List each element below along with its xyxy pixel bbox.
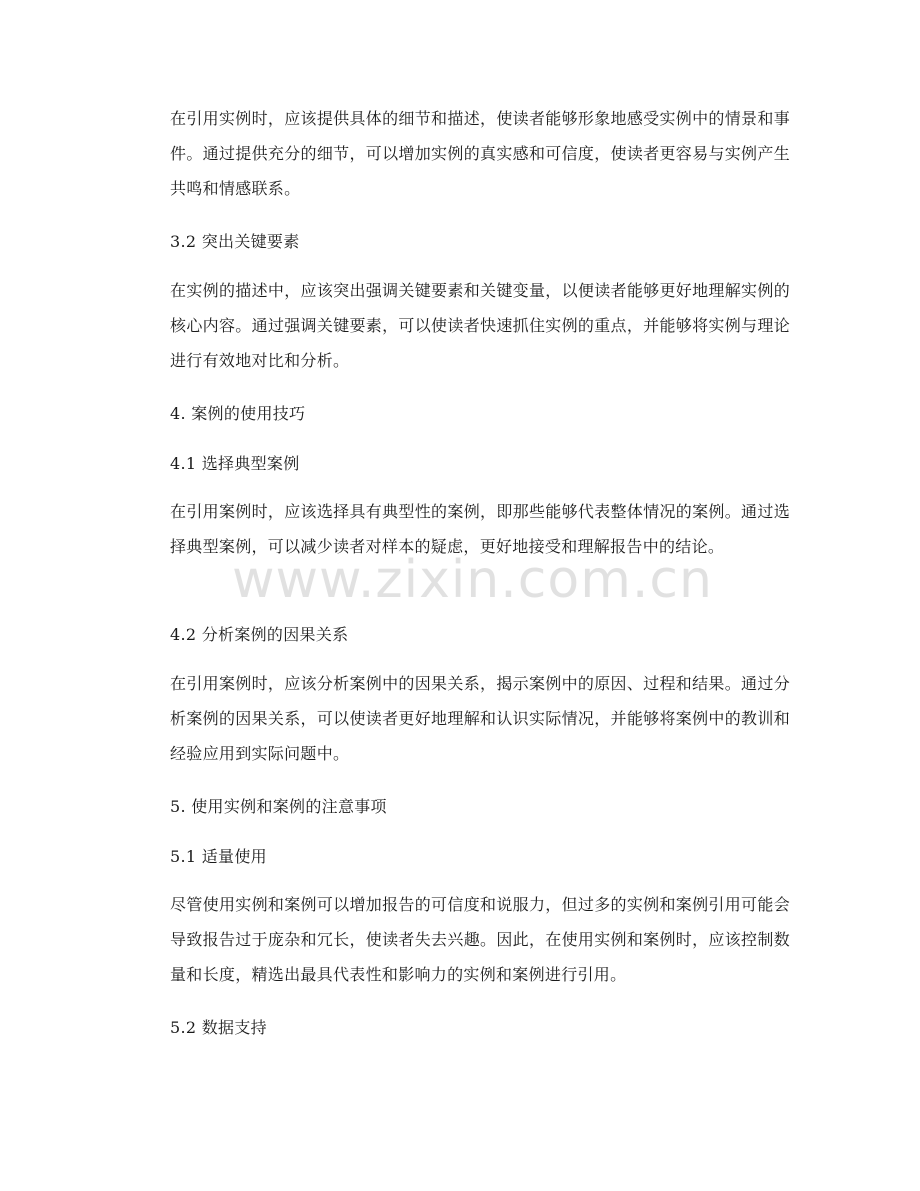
paragraph-typical-cases [170, 494, 790, 564]
paragraph-text: 在引用实例时，应该提供具体的细节和描述，使读者能够形象地感受实例中的情景和事件。通过提供充分的细节，可以增加实例的真实感和可信度，使读者更容易与实例产生共鸣和情感联系。 [170, 109, 790, 198]
paragraph-text: 在引用案例时，应该分析案例中的因果关系，揭示案例中的原因、过程和结果。通过分析案例的因果关系，可以使读者更好地理解和认识实际情况，并能够将案例中的教训和经验应用到实际问题中。 [170, 674, 790, 763]
section-heading-4 [170, 396, 790, 431]
heading-text: 5. 使用实例和案例的注意事项 [170, 797, 387, 816]
heading-text: 5.2 数据支持 [170, 1018, 267, 1037]
paragraph-text: 尽管使用实例和案例可以增加报告的可信度和说服力，但过多的实例和案例引用可能会导致报告过于庞杂和冗长，使读者失去兴趣。因此，在使用实例和案例时，应该控制数量和长度，精选出最具代表性和影响力的实例和案例进行引用。 [170, 895, 790, 984]
section-heading-5-2 [170, 1010, 790, 1045]
heading-text: 4.2 分析案例的因果关系 [170, 625, 349, 644]
section-heading-5 [170, 789, 790, 824]
section-heading-3-2 [170, 224, 790, 259]
paragraph-text: 在实例的描述中，应该突出强调关键要素和关键变量，以便读者能够更好地理解实例的核心内容。通过强调关键要素，可以使读者快速抓住实例的重点，并能够将实例与理论进行有效地对比和分析。 [170, 281, 790, 370]
paragraph-causal-analysis [170, 666, 790, 771]
heading-text: 4. 案例的使用技巧 [170, 404, 306, 423]
watermark-text: www.zixin.com.cn [232, 550, 713, 610]
heading-text: 4.1 选择典型案例 [170, 454, 300, 473]
paragraph-moderate-use [170, 887, 790, 992]
section-heading-5-1 [170, 839, 790, 874]
section-heading-4-2 [170, 617, 790, 652]
heading-text: 3.2 突出关键要素 [170, 232, 300, 251]
section-heading-4-1 [170, 446, 790, 481]
heading-text: 5.1 适量使用 [170, 847, 267, 866]
paragraph-detail-description [170, 101, 790, 206]
paragraph-key-elements [170, 273, 790, 378]
paragraph-text: 在引用案例时，应该选择具有典型性的案例，即那些能够代表整体情况的案例。通过选择典型案例，可以减少读者对样本的疑虑，更好地接受和理解报告中的结论。 [170, 502, 790, 556]
